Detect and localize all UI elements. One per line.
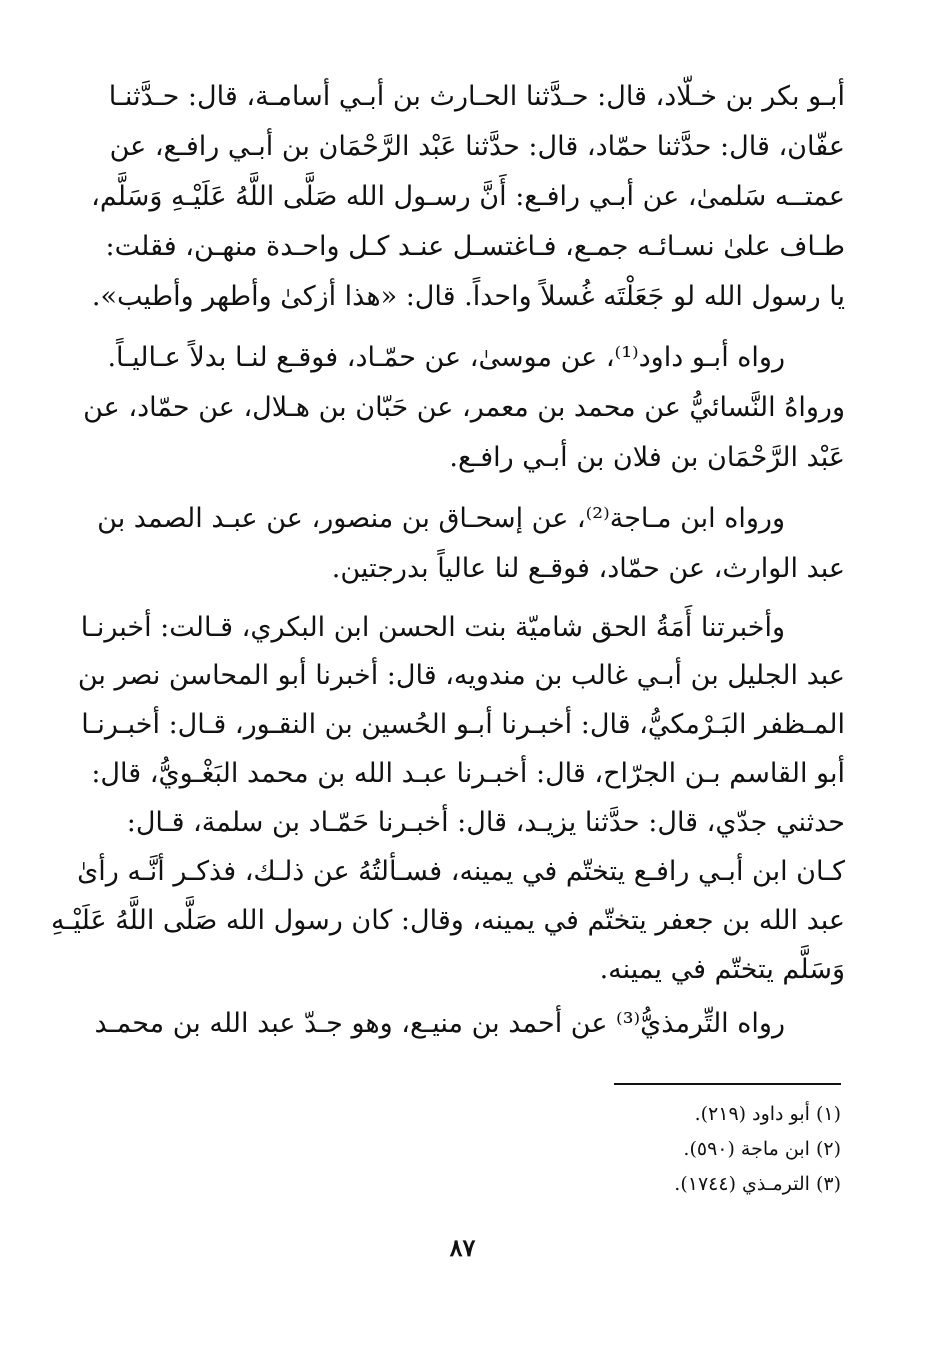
footnote: (١) أبو داود (٢١٩).	[694, 1103, 841, 1125]
text-line: أبو القاسم بـن الجرّاح، قال: أخبـرنا عبـد الله بن محمد البَغْـويُّ، قال:	[91, 758, 845, 789]
text-line: ورواهُ النَّسائيُّ عن محمد بن معمر، عن حَبّان بن هـلال، عن حمّاد، عن	[83, 392, 845, 423]
text-line: عفّان، قال: حدَّثنا حمّاد، قال: حدَّثنا عَبْد الرَّحْمَان بن أبـي رافـع، عن	[109, 131, 845, 162]
text-line: أبـو بكر بن خـلّاد، قال: حـدَّثنا الحـارث بن أبـي أسامـة، قال: حـدَّثنـا	[108, 81, 845, 112]
text-line: وأخبرتنا أَمَةُ الحق شاميّة بنت الحسن ابن البكري، قـالت: أخبرنـا	[80, 612, 785, 643]
text-line: عَبْد الرَّحْمَان بن فلان بن أبـي رافـع.	[449, 442, 845, 473]
text-line: عبد الوارث، عن حمّاد، فوقـع لنا عالياً بدرجتين.	[331, 553, 845, 584]
footnote: (٢) ابن ماجة (٥٩٠).	[683, 1138, 841, 1160]
footnote: (٣) الترمـذي (١٧٤٤).	[674, 1173, 841, 1195]
text-line: المـظفر البَـرْمكيُّ، قال: أخبـرنا أبـو الحُسين بن النقـور، قـال: أخبـرنـا	[81, 709, 845, 740]
text-line: عبد الله بن جعفر يتختّم في يمينه، وقال: كان رسول الله صَلَّى اللَّهُ عَلَيْـهِ	[51, 905, 845, 936]
text-line: رواه أبـو داود⁽¹⁾، عن موسىٰ، عن حمّـاد، فوقـع لنـا بدلاً عـاليـاً.	[107, 342, 785, 373]
footnote-separator	[614, 1083, 841, 1085]
text-line: كـان ابن أبـي رافـع يتختّم في يمينه، فسـألتُهُ عن ذلـك، فذكـر أنَّـه رأىٰ	[77, 856, 845, 887]
text-line: يا رسول الله لو جَعَلْتَه غُسلاً واحداً. قال: «هذا أزكىٰ وأطهر وأطيب».	[91, 281, 845, 312]
text-line: حدثني جدّي، قال: حدَّثنا يزيـد، قال: أخبـرنا حَمّـاد بن سلمة، قـال:	[126, 807, 845, 838]
text-line: وَسَلَّم يتختّم في يمينه.	[599, 954, 845, 985]
page-number: ٨٧	[449, 1233, 476, 1262]
text-line: طـاف علىٰ نسـائـه جمـع، فـاغتسـل عنـد كـل واحـدة منهـن، فقلت:	[105, 231, 845, 262]
text-line: عبد الجليل بن أبـي غالب بن مندويه، قال: أخبرنا أبو المحاسن نصر بن	[77, 660, 845, 691]
text-line: ورواه ابن مـاجة⁽²⁾، عن إسحـاق بن منصور، عن عبـد الصمد بن	[97, 503, 785, 534]
text-line: رواه التِّرمذيُّ⁽³⁾ عن أحمد بن منيـع، وهو جـدّ عبد الله بن محمـد	[94, 1008, 785, 1039]
text-line: عمتــه سَلمىٰ، عن أبـي رافـع: أَنَّ رسـول الله صَلَّى اللَّهُ عَلَيْـهِ وَسَلَّم،	[91, 181, 845, 212]
